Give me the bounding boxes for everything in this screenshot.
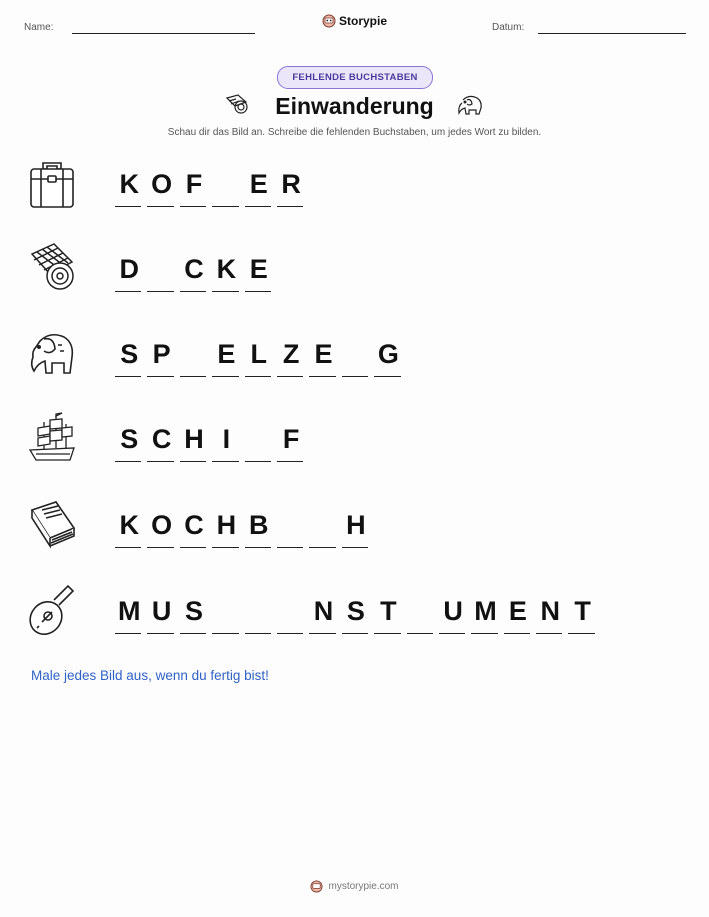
storypie-logo-icon (322, 14, 336, 28)
letter-slot (113, 420, 145, 466)
letter: D (119, 254, 139, 284)
letter-underline (115, 633, 141, 634)
letter-slot (566, 592, 598, 638)
letter-underline (277, 461, 303, 462)
letter-slot (243, 506, 275, 552)
letter-underline (212, 376, 238, 377)
letter-underline (147, 461, 173, 462)
letter-underline (277, 547, 303, 548)
letter: O (151, 510, 173, 540)
blank-letter-slot[interactable] (145, 250, 177, 296)
letter: L (250, 339, 267, 369)
blank-letter-slot[interactable] (210, 592, 242, 638)
letter-slot (113, 335, 145, 381)
date-label: Datum: (492, 22, 525, 33)
word-row (0, 496, 709, 576)
letter-slot (243, 250, 275, 296)
letter-slot (178, 420, 210, 466)
letter-slot (145, 592, 177, 638)
letter-slot (145, 506, 177, 552)
letter: M (474, 596, 497, 626)
letter: H (184, 424, 204, 454)
letter: U (151, 596, 172, 626)
letter-slot (145, 335, 177, 381)
letter: H (346, 510, 366, 540)
blank-letter-slot[interactable] (275, 592, 307, 638)
letter: M (117, 596, 141, 626)
blank-letter-slot[interactable] (340, 335, 372, 381)
letter-slots (113, 592, 599, 638)
book-icon (28, 496, 76, 556)
letter-underline (277, 376, 303, 377)
letter: C (151, 424, 172, 454)
letter-slot (113, 165, 145, 211)
letter-underline (245, 291, 271, 292)
letter-slot (113, 506, 145, 552)
letter: S (346, 596, 365, 626)
letter: B (249, 510, 269, 540)
letter: T (574, 596, 591, 626)
letter-underline (212, 461, 238, 462)
letter-slot (437, 592, 469, 638)
date-line[interactable] (538, 33, 686, 34)
letter: Z (282, 339, 300, 369)
letter-slot (340, 592, 372, 638)
page-footer (0, 880, 709, 893)
letter-slot (210, 506, 242, 552)
letter: I (222, 424, 231, 454)
word-row (0, 410, 709, 490)
letter-underline (180, 376, 206, 377)
closing-instruction: Male jedes Bild aus, wenn du fertig bist! (31, 668, 269, 683)
letter-slot (113, 250, 145, 296)
letter-underline (342, 376, 368, 377)
letter-underline (115, 376, 141, 377)
letter-underline (180, 461, 206, 462)
letter-underline (374, 376, 400, 377)
letter: E (217, 339, 236, 369)
letter-underline (407, 633, 433, 634)
letter-slot (113, 592, 145, 638)
brand-logo (322, 14, 387, 28)
letter-underline (342, 633, 368, 634)
suitcase-icon (28, 155, 76, 215)
letter-underline (147, 206, 173, 207)
elephant-icon (28, 325, 76, 385)
letter-underline (309, 376, 335, 377)
letter-slots (113, 335, 405, 381)
letter-underline (439, 633, 465, 634)
letter: C (184, 510, 204, 540)
letter: P (152, 339, 171, 369)
letter-underline (342, 547, 368, 548)
letter-slot (178, 165, 210, 211)
letter-slot (275, 335, 307, 381)
letter-slot (275, 420, 307, 466)
letter: K (216, 254, 237, 284)
name-label: Name: (24, 22, 54, 33)
footer-url: mystorypie.com (328, 881, 399, 892)
letter: S (120, 424, 139, 454)
storypie-logo-icon (310, 880, 323, 893)
letter-slot (534, 592, 566, 638)
blank-letter-slot[interactable] (307, 506, 339, 552)
letter-slot (307, 592, 339, 638)
blank-letter-slot[interactable] (210, 165, 242, 211)
letter-underline (147, 547, 173, 548)
blank-letter-slot[interactable] (243, 420, 275, 466)
letter-underline (180, 206, 206, 207)
letter-underline (147, 376, 173, 377)
letter-underline (309, 547, 335, 548)
letter: O (151, 169, 173, 199)
letter: N (313, 596, 334, 626)
letter-slot (275, 165, 307, 211)
letter: R (281, 169, 301, 199)
worksheet-header (0, 14, 709, 44)
letter-slot (178, 506, 210, 552)
letter-slot (372, 335, 404, 381)
letter-slot (243, 165, 275, 211)
letter-slot (178, 592, 210, 638)
brand-name: Storypie (339, 14, 388, 28)
letter-slots (113, 250, 275, 296)
letter: E (314, 339, 333, 369)
letter: N (540, 596, 561, 626)
letter: C (184, 254, 204, 284)
letter-slot (178, 250, 210, 296)
letter-slot (243, 335, 275, 381)
letter: U (443, 596, 463, 626)
letter-slots (113, 506, 372, 552)
letter-underline (245, 633, 271, 634)
instructions: Schau dir das Bild an. Schreibe die fehlenden Buchstaben, um jedes Wort zu bilden. (167, 127, 542, 138)
letter: E (508, 596, 527, 626)
letter-underline (212, 206, 238, 207)
letter-underline (212, 633, 238, 634)
name-line[interactable] (72, 33, 255, 34)
letter-slot (340, 506, 372, 552)
blank-letter-slot[interactable] (243, 592, 275, 638)
letter: T (380, 596, 397, 626)
letter-underline (245, 547, 271, 548)
letter: E (249, 169, 268, 199)
letter-slot (210, 250, 242, 296)
letter-slots (113, 165, 307, 211)
letter: K (119, 169, 139, 199)
letter: S (120, 339, 139, 369)
letter-underline (245, 461, 271, 462)
letter-underline (504, 633, 530, 634)
word-row (0, 240, 709, 320)
letter-underline (115, 206, 141, 207)
letter: H (216, 510, 237, 540)
letter-slot (502, 592, 534, 638)
blank-letter-slot[interactable] (405, 592, 437, 638)
page-title: Einwanderung (275, 93, 434, 119)
letter-slot (469, 592, 501, 638)
letter-slot (372, 592, 404, 638)
letter: S (184, 596, 203, 626)
word-row (0, 582, 709, 662)
letter-underline (180, 633, 206, 634)
letter-slot (210, 420, 242, 466)
letter-underline (277, 633, 303, 634)
letter-slot (145, 165, 177, 211)
letter-underline (309, 633, 335, 634)
word-row (0, 325, 709, 405)
blank-letter-slot[interactable] (178, 335, 210, 381)
letter-underline (115, 291, 141, 292)
category-badge: FEHLENDE BUCHSTABEN (277, 66, 433, 89)
mandolin-icon (28, 582, 76, 642)
letter-underline (277, 206, 303, 207)
letter: E (249, 254, 268, 284)
letter-slot (210, 335, 242, 381)
letter-slots (113, 420, 307, 466)
blank-letter-slot[interactable] (275, 506, 307, 552)
letter-underline (180, 547, 206, 548)
word-row (0, 155, 709, 235)
elephant-icon (455, 92, 485, 118)
letter-underline (212, 547, 238, 548)
letter-underline (115, 547, 141, 548)
letter: G (377, 339, 399, 369)
letter: K (119, 510, 139, 540)
letter-underline (245, 206, 271, 207)
blanket-icon (28, 240, 76, 300)
letter-underline (147, 633, 173, 634)
letter-underline (568, 633, 594, 634)
ship-icon (28, 410, 76, 470)
letter-underline (245, 376, 271, 377)
letter-slot (307, 335, 339, 381)
letter: F (185, 169, 203, 199)
letter-underline (115, 461, 141, 462)
letter-underline (536, 633, 562, 634)
letter-slot (145, 420, 177, 466)
letter-underline (147, 291, 173, 292)
letter-underline (180, 291, 206, 292)
letter-underline (212, 291, 238, 292)
letter-underline (374, 633, 400, 634)
letter: F (282, 424, 300, 454)
letter-underline (471, 633, 497, 634)
